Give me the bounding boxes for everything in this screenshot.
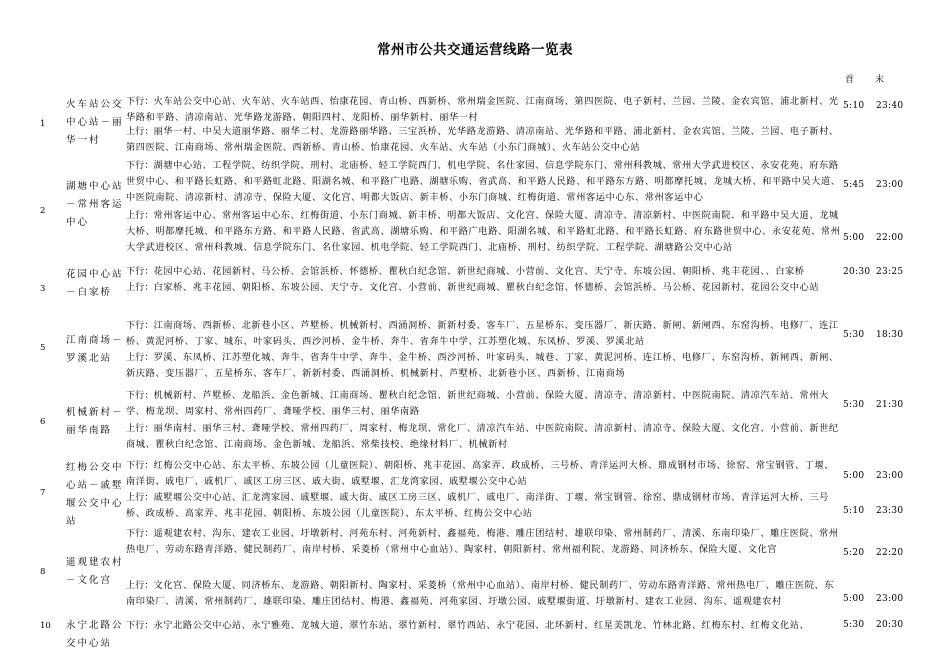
route-name: 遥观建农村－文化宫 <box>66 557 124 586</box>
route-number: 1 <box>40 119 46 129</box>
route-name: 红梅公交中心站－戚墅堰公交中心站 <box>66 462 124 527</box>
direction-label: 上行： <box>126 492 154 503</box>
upbound-stops <box>126 578 842 610</box>
direction-label: 上行： <box>126 210 154 221</box>
last-bus-time: 20:30 <box>876 620 904 630</box>
upbound-stops <box>126 280 842 296</box>
route-number: 8 <box>40 567 46 577</box>
route-name: 机械新村－丽华南路 <box>66 407 124 436</box>
downbound-stops <box>126 94 842 126</box>
downbound-stops <box>126 318 842 350</box>
first-bus-time: 5:30 <box>843 400 865 410</box>
stops-text: 常州客运中心、常州客运中心东、红梅街道、小东门商城、新丰桥、明都大饭店、文化宫、保险大厦、清凉寺、清凉新村、中医院南院、和平路中吴大道、龙城大桥、明都摩托城、和平路东方路、和平路人民路、省武高、湖塘乐购、和平路广电路、阳湖名城、和平路虹北路、和平路长虹路、府东路世贸中心、永安花苑、常州大学武进校区、常州科教城、信息学院东门、名仕家园、机电学院、轻工学院西门、北庙桥、刑村、纺织学院、工程学院、湖塘路公交中心站 <box>126 210 841 253</box>
first-bus-time: 5:00 <box>843 471 865 481</box>
stops-text: 江南商场、西新桥、北新巷小区、芦墅桥、机械新村、西涌洞桥、新新村委、客车厂、五星桥东、变压器厂、新庆路、新闸、新闸西、东窑沟桥、电修厂、连江桥、黄泥河桥、丁家、城东、叶家码头、西沙河桥、金牛桥、奔牛、省奔牛中学、江苏塑化城、东凤桥、罗溪、罗溪北站 <box>126 320 839 347</box>
route-name: 湖塘中心站－常州客运中心 <box>66 181 124 228</box>
last-bus-time: 23:25 <box>876 267 904 277</box>
direction-label: 下行： <box>126 460 154 471</box>
upbound-stops <box>126 350 842 382</box>
direction-label: 上行： <box>126 126 154 137</box>
downbound-stops <box>126 388 842 420</box>
downbound-stops <box>126 158 842 206</box>
stops-text: 白家桥、兆丰花园、朝阳桥、东坡公园、天宁寺、文化宫、小营前、新世纪商城、瞿秋白纪念馆、怀德桥、会馆浜桥、马公桥、花园新村、花园公交中心站 <box>153 282 820 293</box>
stops-text: 机械新村、芦墅桥、龙船浜、金色新城、江南商场、瞿秋白纪念馆、新世纪商城、小营前、保险大厦、清凉寺、清凉新村、中医院南院、清凉汽车站、常州大学、梅龙坝、周家村、常州四药厂、聋哑学校、丽华三村、丽华南路 <box>126 390 829 417</box>
stops-text: 遥观建农村、沟东、建农工业园、圩墩新村、河苑东村、河苑新村、鑫福苑、梅港、雕庄团结村、雄联印染、常州制药厂、清溪、东南印染厂、雕庄医院、常州热电厂、劳动东路青洋路、健民制药厂、南岸村桥、采菱桥（常州中心血站）、陶家村、朝阳新村、常州福利院、龙游路、同济桥东、保险大厦、文化宫 <box>126 528 839 555</box>
stops-text: 永宁北路公交中心站、永宁雅苑、龙城大道、翠竹东站、翠竹新村、翠竹西站、永宁花园、北环新村、红星美凯龙、竹林北路、红梅东村、红梅文化站、 <box>153 620 810 631</box>
direction-label: 下行： <box>126 266 154 277</box>
last-bus-time: 22:00 <box>876 233 904 243</box>
stops-text: 湖塘中心站、工程学院、纺织学院、刑村、北庙桥、轻工学院西门、机电学院、名仕家园、信息学院东门、常州科教城、常州大学武进校区、永安花苑、府东路世贸中心、和平路长虹路、和平路虹北路、阳湖名城、和平路广电路、湖塘乐购、省武高、和平路人民路、和平路东方路、明都摩托城、龙城大桥、和平路中吴大道、中医院南院、清凉新村、清凉寺、保险大厦、文化宫、明都大饭店、新丰桥、小东门商城、红梅街道、常州客运中心东、常州客运中心 <box>126 160 841 203</box>
first-bus-time: 5:00 <box>843 594 865 604</box>
stops-text: 文化宫、保险大厦、同济桥东、龙游路、朝阳新村、陶家村、采菱桥（常州中心血站）、南岸村桥、健民制药厂、劳动东路青洋路、常州热电厂、雕庄医院、东南印染厂、清溪、常州制药厂、雄联印染、雕庄团结村、梅港、鑫福苑、河苑家园、圩墩公园、戚墅堰街道、圩墩新村、建农工业园、沟东、遥观建农村 <box>126 580 835 607</box>
last-bus-time: 18:30 <box>876 330 904 340</box>
stops-text: 丽华南村、丽华三村、聋哑学校、常州四药厂、周家村、梅龙坝、常化厂、清凉汽车站、中医院南院、清凉新村、清凉寺、保险大厦、文化宫、小营前、新世纪商城、瞿秋白纪念馆、江南商场、金色新城、龙船浜、常柴技校、绝缘材料厂、机械新村 <box>126 423 839 450</box>
direction-label: 上行： <box>126 352 154 363</box>
upbound-stops <box>126 490 842 522</box>
direction-label: 下行： <box>126 96 154 107</box>
first-bus-time: 5:00 <box>843 233 865 243</box>
first-bus-time: 5:30 <box>843 620 865 630</box>
page-title: 常州市公共交通运营线路一览表 <box>377 42 573 58</box>
last-bus-time: 23:40 <box>876 101 904 111</box>
stops-text: 戚墅堰公交中心站、汇龙湾家园、戚墅堰、戚大街、戚区工房三区、戚机厂、戚电厂、南洋街、丁堰、常宝钢管、徐窑、鼎成钢材市场、青洋运河大桥、三号桥、政成桥、高家弄、兆丰花园、朝阳桥、东坡公园（儿童医院）、东太平桥、红梅公交中心站 <box>126 492 829 519</box>
route-name: 花园中心站－白家桥 <box>66 269 124 298</box>
direction-label: 下行： <box>126 620 154 631</box>
first-bus-time: 5:10 <box>843 101 865 111</box>
direction-label: 下行： <box>126 528 154 539</box>
direction-label: 下行： <box>126 160 154 171</box>
upbound-stops <box>126 208 842 256</box>
route-name: 火车站公交中心站－丽华一村 <box>66 99 124 146</box>
first-bus-time: 5:30 <box>843 330 865 340</box>
stops-text: 火车站公交中心站、火车站、火车站西、怡康花园、青山桥、西新桥、常州瑞金医院、江南商场、第四医院、电子新村、兰园、兰陵、金农宾馆、浦北新村、光华路和平路、清凉南站、光华路龙游路、朝阳四村、龙阳桥、丽华新村、丽华一村 <box>126 96 839 123</box>
downbound-stops <box>126 526 842 558</box>
first-bus-time: 20:30 <box>843 267 871 277</box>
route-number: 6 <box>40 417 46 427</box>
direction-label: 上行： <box>126 580 154 591</box>
first-bus-time: 5:45 <box>843 180 865 190</box>
last-bus-time: 23:00 <box>876 471 904 481</box>
upbound-stops <box>126 124 842 156</box>
upbound-stops <box>126 421 842 453</box>
route-number: 5 <box>40 343 46 353</box>
last-bus-time: 23:30 <box>876 506 904 516</box>
stops-text: 花园中心站、花园新村、马公桥、会馆浜桥、怀德桥、瞿秋白纪念馆、新世纪商城、小营前、文化宫、天宁寺、东坡公园、朝阳桥、兆丰花园、、白家桥 <box>153 266 805 277</box>
first-bus-header: 首 <box>845 75 855 85</box>
downbound-stops <box>126 618 842 634</box>
route-number: 3 <box>40 284 46 294</box>
route-number: 10 <box>40 621 51 631</box>
route-number: 2 <box>40 206 46 216</box>
last-bus-time: 21:30 <box>876 400 904 410</box>
stops-text: 丽华一村、中吴大道丽华路、丽华二村、龙游路丽华路、三宝浜桥、光华路龙游路、清凉南站、光华路和平路、浦北新村、金农宾馆、兰陵、兰园、电子新村、第四医院、江南商场、常州瑞金医院、西新桥、青山桥、怡康花园、火车站、火车站（小东门商城）、火车站公交中心站 <box>126 126 839 153</box>
downbound-stops <box>126 264 842 280</box>
last-bus-header: 末 <box>875 75 885 85</box>
route-name: 永宁北路公交中心站 <box>66 620 124 649</box>
direction-label: 下行： <box>126 320 154 331</box>
last-bus-time: 23:00 <box>876 594 904 604</box>
direction-label: 下行： <box>126 390 154 401</box>
stops-text: 罗溪、东凤桥、江苏塑化城、奔牛、省奔牛中学、奔牛、金牛桥、西沙河桥、叶家码头、城巷、丁家、黄泥河桥、连江桥、电修厂、东窑沟桥、新闸西、新闸、新庆路、变压器厂、五星桥东、客车厂、新新村委、西涌洞桥、机械新村、芦墅桥、北新巷小区、西新桥、江南商场 <box>126 352 839 379</box>
downbound-stops <box>126 458 842 490</box>
first-bus-time: 5:20 <box>843 548 865 558</box>
direction-label: 上行： <box>126 423 154 434</box>
route-name: 江南商场－罗溪北站 <box>66 335 124 364</box>
direction-label: 上行： <box>126 282 154 293</box>
first-bus-time: 5:10 <box>843 506 865 516</box>
last-bus-time: 22:20 <box>876 548 904 558</box>
last-bus-time: 23:00 <box>876 180 904 190</box>
stops-text: 红梅公交中心站、东太平桥、东坡公园（儿童医院）、朝阳桥、兆丰花园、高家弄、政成桥、三号桥、青洋运河大桥、鼎成钢材市场、徐窑、常宝钢管、丁堰、南洋街、戚电厂、戚机厂、戚区工房三区、戚大街、戚墅堰、汇龙湾家园、戚墅堰公交中心站 <box>126 460 835 487</box>
route-number: 7 <box>40 488 46 498</box>
